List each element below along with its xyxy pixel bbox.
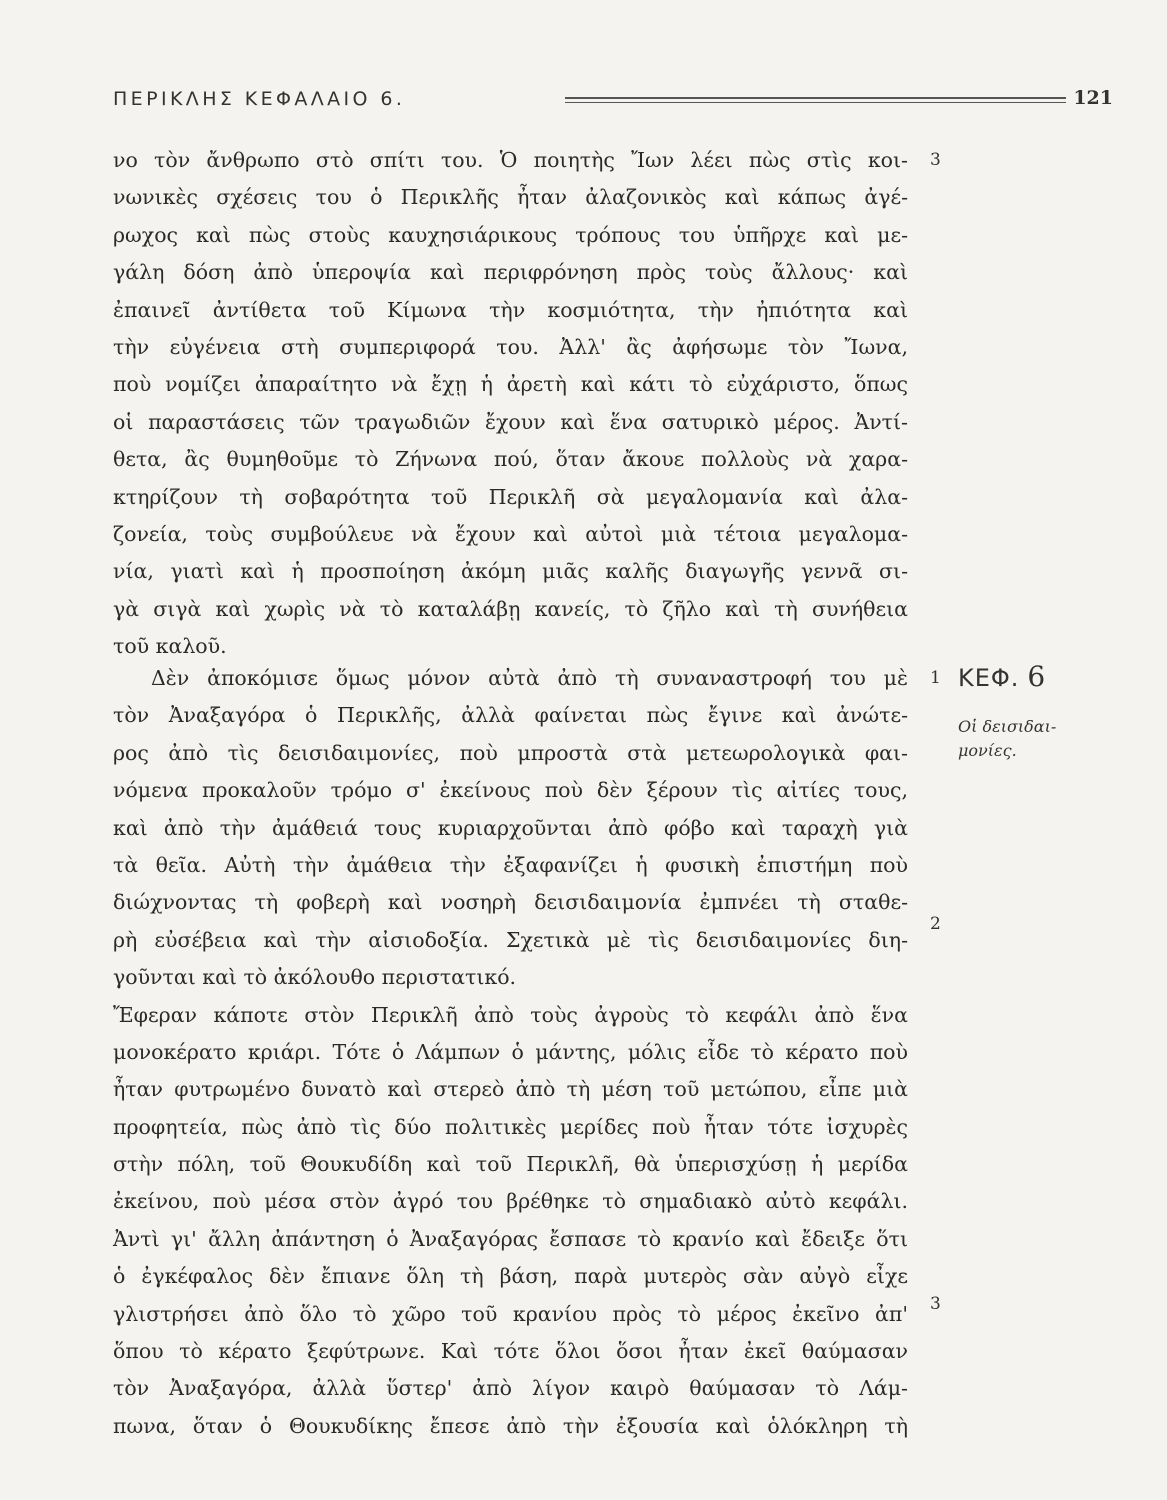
text-line: ὅπου τὸ κέρατο ξεφύτρωνε. Καὶ τότε ὅλοι ὅσοι ἦταν ἐκεῖ θαύμασαν [113, 1339, 908, 1364]
text-line: νόμενα προκαλοῦν τρόμο σ' ἐκείνους ποὺ δὲν ξέρουν τὶς αἰτίες τους, [113, 778, 908, 803]
text-line: τὰ θεῖα. Αὐτὴ τὴν ἀμάθεια τὴν ἐξαφανίζει ἡ φυσικὴ ἐπιστήμη ποὺ [113, 852, 908, 877]
margin-line-number: 1 [930, 668, 941, 688]
text-line: θετα, ἂς θυμηθοῦμε τὸ Ζήνωνα πού, ὅταν ἄκουε πολλοὺς νὰ χαρα- [113, 447, 908, 472]
text-line: γλιστρήσει ἀπὸ ὅλο τὸ χῶρο τοῦ κρανίου πρὸς τὸ μέρος ἐκεῖνο ἀπ' [113, 1301, 908, 1326]
text-line: γὰ σιγὰ καὶ χωρὶς νὰ τὸ καταλάβῃ κανείς, τὸ ζῆλο καὶ τὴ συνήθεια [113, 596, 908, 621]
text-line: τὸν Ἀναξαγόρα, ἀλλὰ ὕστερ' ἀπὸ λίγον καιρὸ θαύμασαν τὸ Λάμ- [113, 1376, 908, 1401]
text-line: ποὺ νομίζει ἀπαραίτητο νὰ ἔχῃ ἡ ἀρετὴ καὶ κάτι τὸ εὐχάριστο, ὅπως [113, 372, 908, 397]
text-line: ρωχος καὶ πὼς στοὺς καυχησιάρικους τρόπους του ὑπῆρχε καὶ με- [113, 222, 908, 247]
text-line: κτηρίζουν τὴ σοβαρότητα τοῦ Περικλῆ σὰ μεγαλομανία καὶ ἀλα- [113, 484, 908, 509]
margin-line-number: 3 [930, 1294, 941, 1314]
text-line: καὶ ἀπὸ τὴν ἀμάθειά τους κυριαρχοῦνται ἀπὸ φόβο καὶ ταραχὴ γιὰ [113, 815, 908, 840]
text-line: ὁ ἐγκέφαλος δὲν ἔπιανε ὅλη τὴ βάση, παρὰ μυτερὸς σὰν αὐγὸ εἶχε [113, 1264, 908, 1289]
text-line: Δὲν ἀποκόμισε ὅμως μόνον αὐτὰ ἀπὸ τὴ συναναστροφή του μὲ [151, 666, 908, 690]
margin-note [958, 715, 1108, 763]
text-line: ἦταν φυτρωμένο δυνατὸ καὶ στερεὸ ἀπὸ τὴ μέση τοῦ μετώπου, εἶπε μιὰ [113, 1077, 908, 1102]
margin-line-number: 3 [930, 150, 941, 170]
text-line: ρὴ εὐσέβεια καὶ τὴν αἰσιοδοξία. Σχετικὰ μὲ τὶς δεισιδαιμονίες διη- [113, 927, 908, 952]
page-number: 121 [1073, 87, 1113, 109]
margin-note-line: μονίες. [958, 741, 1017, 760]
text-line: νωνικὲς σχέσεις του ὁ Περικλῆς ἦταν ἀλαζονικὸς καὶ κάπως ἀγέ- [113, 185, 908, 210]
chapter-label: ΚΕΦ. [958, 664, 1020, 692]
text-line: ρος ἀπὸ τὶς δεισιδαιμονίες, ποὺ μπροστὰ στὰ μετεωρολογικὰ φαι- [113, 740, 908, 765]
text-line: οἱ παραστάσεις τῶν τραγωδιῶν ἔχουν καὶ ἕνα σατυρικὸ μέρος. Ἀντί- [113, 409, 908, 434]
margin-line-number: 2 [930, 914, 941, 934]
text-line: στὴν πόλη, τοῦ Θουκυδίδη καὶ τοῦ Περικλῆ, θὰ ὑπερισχύσῃ ἡ μερίδα [113, 1152, 908, 1177]
text-line: Ἔφεραν κάποτε στὸν Περικλῆ ἀπὸ τοὺς ἀγροὺς τὸ κεφάλι ἀπὸ ἕνα [113, 1002, 908, 1027]
text-line: τὸν Ἀναξαγόρα ὁ Περικλῆς, ἀλλὰ φαίνεται πὼς ἔγινε καὶ ἀνώτε- [113, 703, 908, 728]
text-line: τοῦ καλοῦ. [113, 634, 227, 659]
paragraph-block-2 [113, 660, 908, 1445]
text-line: γάλη δόση ἀπὸ ὑπεροψία καὶ περιφρόνηση πρὸς τοὺς ἄλλους· καὶ [113, 260, 908, 285]
header-double-rule [565, 97, 1066, 106]
text-line: Ἀντὶ γι' ἄλλη ἀπάντηση ὁ Ἀναξαγόρας ἔσπασε τὸ κρανίο καὶ ἔδειξε ὅτι [113, 1226, 908, 1251]
text-line: τὴν εὐγένεια στὴ συμπεριφορά του. Ἀλλ' ἂς ἀφήσωμε τὸν Ἴωνα, [113, 334, 908, 359]
text-line: νία, γιατὶ καὶ ἡ προσποίηση ἀκόμη μιᾶς καλῆς διαγωγῆς γεννᾶ σι- [113, 559, 908, 584]
text-line: γοῦνται καὶ τὸ ἀκόλουθο περιστατικό. [113, 965, 517, 990]
running-title: ΠΕΡΙΚΛΗΣ ΚΕΦΑΛΑΙΟ 6. [113, 88, 406, 110]
text-line: πωνα, ὅταν ὁ Θουκυδίκης ἔπεσε ἀπὸ τὴν ἐξουσία καὶ ὁλόκληρη τὴ [113, 1413, 908, 1438]
text-line: διώχνοντας τὴ φοβερὴ καὶ νοσηρὴ δεισιδαιμονία ἐμπνέει τὴ σταθε- [113, 890, 908, 915]
text-line: ἐπαινεῖ ἀντίθετα τοῦ Κίμωνα τὴν κοσμιότητα, τὴν ἠπιότητα καὶ [113, 297, 908, 322]
chapter-number: 6 [1027, 660, 1047, 693]
text-line: νο τὸν ἄνθρωπο στὸ σπίτι του. Ὁ ποιητὴς Ἴων λέει πὼς στὶς κοι- [113, 148, 908, 172]
margin-note-line: Οἱ δεισιδαι- [958, 717, 1057, 736]
text-line: ζονεία, τοὺς συμβούλευε νὰ ἔχουν καὶ αὐτοὶ μιὰ τέτοια μεγαλομα- [113, 521, 908, 546]
text-line: ἐκείνου, ποὺ μέσα στὸν ἀγρό του βρέθηκε τὸ σημαδιακὸ αὐτὸ κεφάλι. [113, 1189, 908, 1214]
text-line: μονοκέρατο κριάρι. Τότε ὁ Λάμπων ὁ μάντης, μόλις εἶδε τὸ κέρατο ποὺ [113, 1039, 908, 1064]
paragraph-block-1 [113, 142, 908, 665]
text-line: προφητεία, πὼς ἀπὸ τὶς δύο πολιτικὲς μερίδες ποὺ ἦταν τότε ἰσχυρὲς [113, 1114, 908, 1139]
chapter-marker [958, 660, 1046, 693]
running-header [113, 88, 1113, 122]
